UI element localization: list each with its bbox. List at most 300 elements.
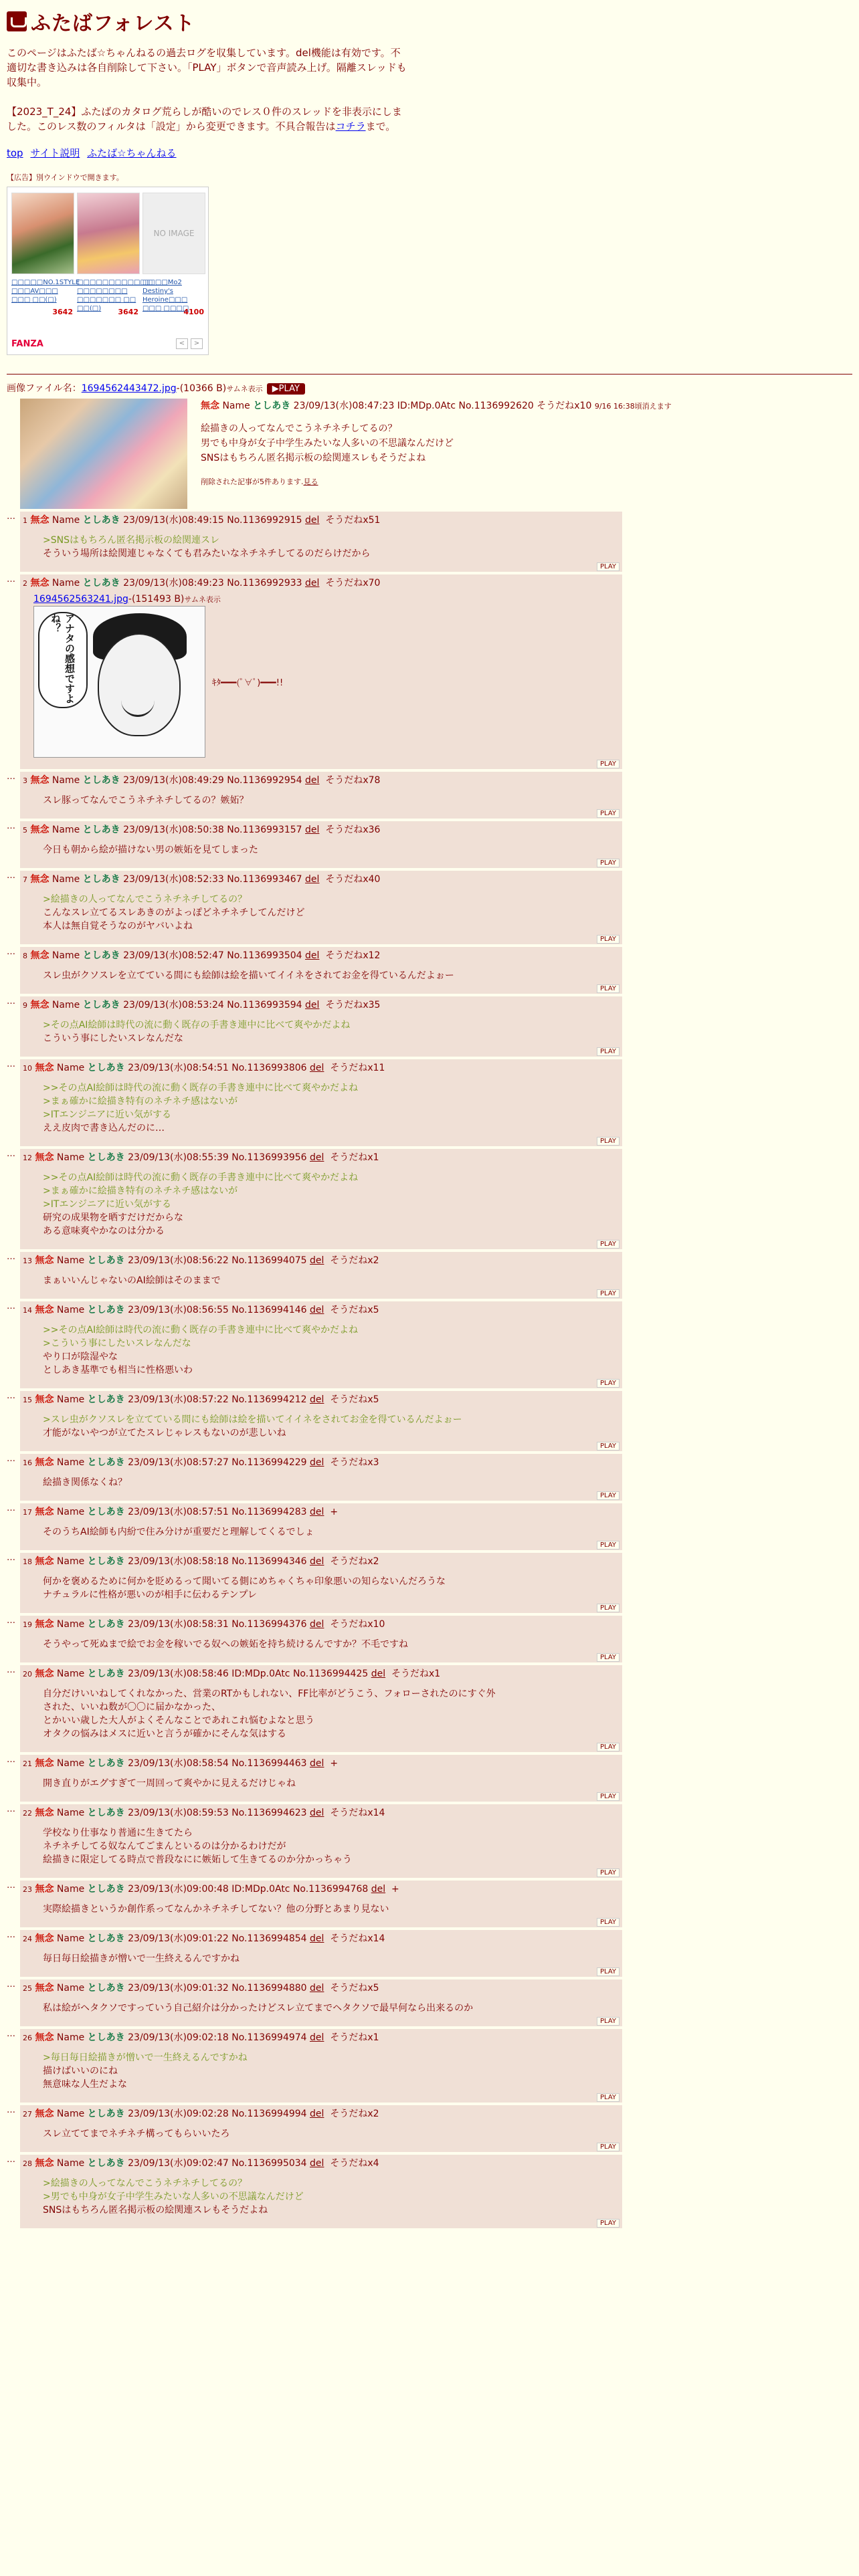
reply-indent: …	[7, 1454, 15, 1464]
reply-row	[7, 1616, 852, 1662]
reply-header	[23, 1457, 619, 1469]
reply-date: 23/09/13(水)08:57:22 No.1136994212	[128, 1394, 307, 1405]
play-button[interactable]: PLAY	[597, 1653, 619, 1662]
del-link[interactable]: del	[310, 1758, 324, 1769]
ad-thumbnail[interactable]	[11, 193, 74, 274]
sodane-button[interactable]: そうだねx2	[330, 1556, 379, 1567]
reply-body	[43, 1413, 619, 1440]
del-link[interactable]: del	[305, 950, 320, 961]
sodane-button[interactable]: そうだねx10	[330, 1619, 385, 1630]
reply-subject: 無念	[35, 1063, 54, 1073]
sodane-button[interactable]: そうだねx1	[391, 1669, 441, 1679]
reply-line: としあき基準でも相当に性格悪いわ	[43, 1365, 193, 1376]
reply-play-row	[23, 2018, 619, 2025]
reply-play-row	[23, 1541, 619, 1549]
reply-body	[43, 1903, 619, 1916]
reply-post	[20, 1059, 622, 1146]
reply-row	[7, 1930, 852, 1977]
sodane-button[interactable]: そうだねx5	[330, 1394, 379, 1405]
reply-header	[23, 2108, 619, 2121]
reply-line: 学校なり仕事なり普通に生きてたら	[43, 1828, 193, 1838]
reply-body	[43, 1081, 619, 1135]
reply-line: ネチネチしてる奴なんてごまんといるのは分かるわけだが	[43, 1841, 286, 1852]
reply-post	[20, 772, 622, 819]
reply-header	[23, 873, 619, 886]
quote-line: >>その点AI絵師は時代の流に動く既存の手書き連中に比べて爽やかだよね	[43, 1172, 359, 1183]
show-deleted-link[interactable]: 見る	[303, 477, 318, 486]
reply-line: スレ立ててまでネチネチ構ってもらいいたろ	[43, 2129, 230, 2139]
reply-name: としあき	[82, 578, 120, 588]
quote-line: >>その点AI絵師は時代の流に動く既存の手書き連中に比べて爽やかだよね	[43, 1083, 359, 1093]
del-link[interactable]: del	[310, 1507, 324, 1517]
sodane-button[interactable]: そうだねx4	[330, 2158, 379, 2169]
op-name-label: Name	[222, 401, 250, 411]
ad-item-name[interactable]: □□□□Mo2 Destiny's Heroine□□□ □□□ □□□□	[142, 279, 189, 312]
reply-number: 13	[23, 1257, 32, 1265]
del-link[interactable]: del	[310, 1152, 324, 1163]
play-button[interactable]: PLAY	[597, 1442, 619, 1451]
reply-body	[43, 1826, 619, 1866]
op-line: SNSはもちろん匿名掲示板の絵関連スレもそうだよね	[201, 453, 426, 463]
play-button[interactable]: PLAY	[597, 1289, 619, 1298]
reply-name-label: Name	[56, 1063, 85, 1073]
reply-post	[20, 574, 622, 769]
nav-links	[7, 146, 852, 160]
reply-body	[43, 2127, 619, 2141]
reply-header	[23, 514, 619, 527]
reply-line: 実際絵描きというか創作系ってなんかネチネチしてない？他の分野とあまり見ない	[43, 1904, 389, 1915]
del-link[interactable]: del	[305, 775, 320, 786]
reply-line: そうやって死ぬまで絵でお金を稼いでる奴への嫉妬を持ち続けるんですか？不毛ですね	[43, 1639, 408, 1650]
reply-indent: …	[7, 1616, 15, 1626]
reply-header	[23, 1757, 619, 1770]
reply-name: としあき	[82, 825, 120, 835]
reply-name-label: Name	[56, 1255, 85, 1266]
op-line: 男でも中身が女子中学生みたいな人多いの不思議なんだけど	[201, 438, 454, 449]
reply-line: された、いいね数が〇〇に届かなかった、	[43, 1702, 221, 1713]
reply-body	[43, 1575, 619, 1602]
reply-header	[23, 2157, 619, 2170]
reply-body	[43, 1952, 619, 1965]
reply-header	[23, 950, 619, 962]
play-button[interactable]: PLAY	[597, 2219, 619, 2228]
del-link[interactable]: del	[310, 2158, 324, 2169]
op-expire: 9/16 16:38頃消えます	[594, 402, 672, 411]
reply-row	[7, 996, 852, 1057]
ad-item[interactable]	[142, 193, 204, 316]
reply-header	[23, 2032, 619, 2044]
play-button[interactable]: PLAY	[597, 1967, 619, 1976]
ad-item-name[interactable]: □□□□□NO.1STYLE □□□AV□□□ □□□ □□(□)	[11, 279, 80, 304]
op-post	[7, 399, 852, 509]
report-link[interactable]: コチラ	[335, 120, 366, 132]
play-button[interactable]: PLAY	[597, 1541, 619, 1549]
reply-subject: 無念	[35, 1394, 54, 1405]
reply-date: 23/09/13(水)09:01:32 No.1136994880	[128, 1983, 307, 1994]
quote-line: >男でも中身が女子中学生みたいな人多いの不思議なんだけど	[43, 2191, 304, 2202]
del-link[interactable]: del	[310, 1808, 324, 1818]
reply-date: 23/09/13(水)08:50:38 No.1136993157	[123, 825, 302, 835]
ad-item-price: 4100	[183, 308, 204, 316]
reply-indent: …	[7, 2155, 15, 2165]
reply-play-row	[23, 1138, 619, 1145]
reply-row	[7, 1059, 852, 1146]
ad-thumbnail-placeholder[interactable]: NO IMAGE	[142, 193, 205, 274]
description-tail: まで。	[365, 120, 396, 132]
op-deleted-note: 削除された記事が5件あります.見る	[201, 477, 318, 486]
sodane-button[interactable]: そうだねx12	[325, 950, 381, 961]
reply-subject: 無念	[35, 1758, 54, 1769]
reply-name-label: Name	[52, 1000, 80, 1010]
reply-name-label: Name	[56, 2109, 85, 2119]
ad-brand-logo[interactable]: FANZA	[11, 339, 43, 349]
reply-play-row	[23, 1793, 619, 1800]
reply-body	[43, 534, 619, 560]
reply-number: 17	[23, 1508, 32, 1517]
ad-next-button[interactable]: >	[191, 338, 203, 349]
reply-date: 23/09/13(水)09:02:47 No.1136995034	[128, 2158, 307, 2169]
ad-item-price: 3642	[118, 308, 138, 316]
nav-top-link[interactable]: top	[7, 147, 23, 159]
reply-number: 24	[23, 1935, 32, 1943]
op-thumb-note: サムネ表示	[226, 385, 263, 393]
sodane-button[interactable]: +	[330, 1758, 339, 1769]
reply-body	[43, 1525, 619, 1539]
reply-line: 絵描きに限定してる時点で普段なにに嫉妬して生きてるのか分かっちゃう	[43, 1854, 352, 1865]
play-button[interactable]: PLAY	[597, 1047, 619, 1056]
reply-line: 今日も朝から絵が描けない男の嫉妬を見てしまった	[43, 845, 258, 855]
reply-post	[20, 947, 622, 994]
reply-name-label: Name	[56, 1619, 85, 1630]
del-link[interactable]: del	[305, 578, 320, 588]
del-link[interactable]: del	[310, 1556, 324, 1567]
reply-name-label: Name	[56, 1669, 85, 1679]
reply-body	[43, 843, 619, 857]
del-link[interactable]: del	[310, 1983, 324, 1994]
reply-indent: …	[7, 996, 15, 1006]
reply-subject: 無念	[35, 2032, 54, 2043]
del-link[interactable]: del	[305, 874, 320, 885]
description-para-1: このページはふたば☆ちゃんねるの過去ログを収集しています。del機能は有効です。不適切な書き込みは各自削除して下さい。「PLAY」ボタンで音声読み上げ。隔離スレッドも収集中。	[7, 47, 407, 88]
reply-line: 自分だけいいねしてくれなかった、営業のRTかもしれない、FF比率がどうこう、フォローされたのにすぐ外	[43, 1689, 496, 1699]
sodane-button[interactable]: そうだねx2	[330, 2109, 379, 2119]
del-link[interactable]: del	[310, 2109, 324, 2119]
reply-row	[7, 1881, 852, 1927]
reply-thumb-note: サムネ表示	[184, 595, 221, 604]
sodane-button[interactable]: そうだねx51	[325, 515, 381, 526]
reply-name-label: Name	[56, 1983, 85, 1994]
sodane-button[interactable]: そうだねx40	[325, 874, 381, 885]
reply-indent: …	[7, 1391, 15, 1401]
reply-number: 15	[23, 1396, 32, 1404]
reply-name: としあき	[87, 1884, 125, 1895]
reply-row	[7, 1553, 852, 1613]
reply-indent: …	[7, 2105, 15, 2115]
reply-play-row	[23, 936, 619, 943]
play-button[interactable]: PLAY	[597, 2017, 619, 2026]
quote-line: >まぁ確かに絵描き特有のネチネチ感はないが	[43, 1096, 238, 1107]
ad-prev-button[interactable]: <	[176, 338, 188, 349]
reply-subject: 無念	[35, 1152, 54, 1163]
play-button[interactable]: PLAY	[597, 935, 619, 944]
reply-number: 3	[23, 776, 27, 785]
reply-name: としあき	[87, 2109, 125, 2119]
reply-row	[7, 1665, 852, 1752]
reply-line: そういう場所は絵関連じゃなくても君みたいなネチネチしてるのだらけだから	[43, 548, 371, 559]
reply-date: 23/09/13(水)09:02:28 No.1136994994	[128, 2109, 307, 2119]
reply-indent: …	[7, 1804, 15, 1814]
reply-post	[20, 1454, 622, 1501]
play-button[interactable]: PLAY	[597, 1491, 619, 1500]
ad-item[interactable]	[11, 193, 80, 316]
reply-post	[20, 2029, 622, 2103]
reply-number: 19	[23, 1620, 32, 1629]
reply-name-label: Name	[56, 1507, 85, 1517]
op-subject: 無念	[201, 401, 219, 411]
reply-indent: …	[7, 1252, 15, 1262]
quote-line: >こういう事にしたいスレなんだな	[43, 1338, 191, 1349]
del-link[interactable]: del	[305, 825, 320, 835]
play-button[interactable]: PLAY	[597, 809, 619, 818]
del-link[interactable]: del	[310, 1305, 324, 1315]
reply-body	[43, 2051, 619, 2091]
reply-header	[23, 1506, 619, 1519]
reply-header	[23, 1668, 619, 1681]
del-link[interactable]: del	[371, 1669, 386, 1679]
play-button[interactable]: PLAY	[597, 1604, 619, 1612]
reply-play-row	[23, 563, 619, 570]
reply-row	[7, 1149, 852, 1249]
reply-play-row	[23, 1241, 619, 1248]
reply-post	[20, 1391, 622, 1451]
reply-indent: …	[7, 1930, 15, 1940]
reply-indent: …	[7, 1059, 15, 1069]
reply-body	[43, 1274, 619, 1287]
reply-body	[43, 2002, 619, 2015]
reply-header	[23, 1152, 619, 1164]
reply-name-label: Name	[56, 1758, 85, 1769]
del-link[interactable]: del	[310, 1933, 324, 1944]
reply-play-row	[23, 1743, 619, 1751]
reply-name: としあき	[82, 874, 120, 885]
play-button[interactable]: PLAY	[597, 1379, 619, 1388]
reply-number: 16	[23, 1459, 32, 1467]
sodane-button[interactable]: そうだねx14	[330, 1933, 385, 1944]
reply-body	[43, 794, 619, 807]
reply-subject: 無念	[30, 515, 50, 526]
reply-number: 7	[23, 875, 27, 884]
play-button[interactable]: PLAY	[597, 1868, 619, 1877]
reply-name-label: Name	[52, 515, 80, 526]
sodane-button[interactable]: そうだねx36	[325, 825, 381, 835]
reply-number: 18	[23, 1558, 32, 1566]
op-sodane[interactable]: そうだねx10	[537, 401, 592, 411]
sodane-button[interactable]: そうだねx70	[325, 578, 381, 588]
del-link[interactable]: del	[371, 1884, 386, 1895]
reply-date: 23/09/13(水)09:01:22 No.1136994854	[128, 1933, 307, 1944]
reply-name: としあき	[87, 1457, 125, 1468]
reply-subject: 無念	[35, 1983, 54, 1994]
reply-body	[43, 1777, 619, 1790]
reply-row	[7, 821, 852, 868]
reply-name: としあき	[87, 1255, 125, 1266]
reply-post	[20, 821, 622, 868]
reply-date: 23/09/13(水)08:56:55 No.1136994146	[128, 1305, 307, 1315]
sodane-button[interactable]: そうだねx1	[330, 2032, 379, 2043]
del-link[interactable]: del	[310, 1394, 324, 1405]
reply-post	[20, 1881, 622, 1927]
reply-body	[43, 2177, 619, 2217]
sodane-button[interactable]: そうだねx5	[330, 1983, 379, 1994]
reply-number: 1	[23, 516, 27, 525]
reply-subject: 無念	[30, 825, 50, 835]
manga-face	[98, 633, 181, 736]
reply-date: 23/09/13(水)08:59:53 No.1136994623	[128, 1808, 307, 1818]
op-play-button[interactable]: ▶PLAY	[267, 383, 305, 395]
reply-indent: …	[7, 871, 15, 881]
reply-indent: …	[7, 574, 15, 584]
reply-number: 8	[23, 952, 27, 960]
sodane-button[interactable]: +	[330, 1507, 339, 1517]
reply-name-label: Name	[52, 775, 80, 786]
reply-indent: …	[7, 947, 15, 957]
op-text	[201, 421, 672, 465]
reply-name-label: Name	[52, 874, 80, 885]
play-button[interactable]: PLAY	[597, 1240, 619, 1249]
reply-date: 23/09/13(水)08:57:27 No.1136994229	[128, 1457, 307, 1468]
reply-name-label: Name	[52, 950, 80, 961]
op-file-info: -(10366 B)	[176, 383, 227, 394]
reply-date: 23/09/13(水)09:02:18 No.1136994974	[128, 2032, 307, 2043]
ad-banner[interactable]	[7, 187, 209, 355]
description-para-2	[7, 104, 408, 134]
reply-subject: 無念	[35, 2109, 54, 2119]
reply-text: ｷﾀ━━━(ﾟ∀ﾟ)━━━!!	[212, 678, 284, 688]
quote-line: >毎日毎日絵描きが憎いで一生終えるんですかね	[43, 2052, 248, 2063]
reply-line: スレ虫がクソスレを立てている間にも絵師は絵を描いてイイネをされてお金を得ているんだよぉー	[43, 970, 454, 981]
play-button[interactable]: PLAY	[597, 1792, 619, 1801]
sodane-button[interactable]: そうだねx5	[330, 1305, 379, 1315]
nav-futaba-link[interactable]: ふたば☆ちゃんねる	[87, 147, 177, 159]
reply-line: 本人は無自覚そうなのがヤバいよね	[43, 921, 193, 932]
reply-name-label: Name	[56, 1933, 85, 1944]
del-link[interactable]: del	[310, 2032, 324, 2043]
reply-name: としあき	[87, 1556, 125, 1567]
sodane-button[interactable]: そうだねx1	[330, 1152, 379, 1163]
ad-thumbnail[interactable]	[77, 193, 140, 274]
play-button[interactable]: PLAY	[597, 760, 619, 768]
sodane-button[interactable]: +	[391, 1884, 399, 1895]
reply-date: 23/09/13(水)08:55:39 No.1136993956	[128, 1152, 307, 1163]
ad-item-name[interactable]: □□□□□□□□□□□□ □□□□□□□□ □□□□□□□ □□ □□(□)	[77, 279, 153, 312]
reply-body	[43, 1638, 619, 1651]
play-button[interactable]: PLAY	[597, 1137, 619, 1146]
reply-line: SNSはもちろん匿名掲示板の絵関連スレもそうだよね	[43, 2205, 268, 2216]
play-button[interactable]: PLAY	[597, 984, 619, 993]
reply-line: とかいい歳した大人がよくそんなことであれこれ悩むよなと思う	[43, 1715, 314, 1726]
del-link[interactable]: del	[310, 1063, 324, 1073]
reply-line: スレ豚ってなんでこうネチネチしてるの？嫉妬？	[43, 795, 249, 806]
del-link[interactable]: del	[310, 1619, 324, 1630]
sodane-button[interactable]: そうだねx3	[330, 1457, 379, 1468]
reply-date: 23/09/13(水)08:58:54 No.1136994463	[128, 1758, 307, 1769]
sodane-button[interactable]: そうだねx2	[330, 1255, 379, 1266]
reply-number: 22	[23, 1809, 32, 1818]
reply-line: ある意味爽やかなのは分かる	[43, 1226, 165, 1237]
reply-date: 23/09/13(水)08:52:47 No.1136993504	[123, 950, 302, 961]
reply-line: 何かを褒めるために何かを貶めるって聞いてる側にめちゃくちゃ印象悪いの知らないんだろうな	[43, 1576, 446, 1587]
reply-indent: …	[7, 1755, 15, 1765]
reply-line: やり口が陰湿やな	[43, 1352, 118, 1362]
reply-row	[7, 1979, 852, 2026]
play-button[interactable]: PLAY	[597, 1918, 619, 1927]
sodane-button[interactable]: そうだねx11	[330, 1063, 385, 1073]
sodane-button[interactable]: そうだねx14	[330, 1808, 385, 1818]
reply-indent: …	[7, 772, 15, 782]
reply-indent: …	[7, 821, 15, 831]
reply-post	[20, 1930, 622, 1977]
reply-name: としあき	[87, 1758, 125, 1769]
ad-item[interactable]	[77, 193, 153, 316]
op-file-link[interactable]: 1694562443472.jpg	[81, 383, 177, 394]
del-link[interactable]: del	[310, 1255, 324, 1266]
del-link[interactable]: del	[305, 1000, 320, 1010]
del-link[interactable]: del	[305, 515, 320, 526]
reply-date: 23/09/13(水)08:54:51 No.1136993806	[128, 1063, 307, 1073]
reply-number: 27	[23, 2110, 32, 2119]
site-logo-icon	[7, 11, 27, 31]
reply-body	[43, 1476, 619, 1489]
op-file-label: 画像ファイル名：	[7, 383, 82, 394]
play-button[interactable]: PLAY	[597, 562, 619, 571]
reply-number: 14	[23, 1306, 32, 1315]
reply-date: 23/09/13(水)08:49:23 No.1136992933	[123, 578, 302, 588]
site-title: ふたばフォレスト	[31, 12, 195, 35]
reply-body	[43, 1323, 619, 1377]
reply-body	[43, 1018, 619, 1045]
sodane-button[interactable]: そうだねx78	[325, 775, 381, 786]
play-button[interactable]: PLAY	[597, 1743, 619, 1751]
del-link[interactable]: del	[310, 1457, 324, 1468]
sodane-button[interactable]: そうだねx35	[325, 1000, 381, 1010]
reply-file-link[interactable]: 1694562563241.jpg	[33, 594, 128, 605]
reply-line: 毎日毎日絵描きが憎いで一生終えるんですかね	[43, 1953, 240, 1964]
reply-post	[20, 2105, 622, 2152]
reply-image[interactable]	[33, 606, 205, 758]
reply-play-row	[23, 2094, 619, 2101]
reply-name: としあき	[87, 2158, 125, 2169]
reply-indent: …	[7, 1503, 15, 1513]
reply-name-label: Name	[52, 825, 80, 835]
reply-post	[20, 1553, 622, 1613]
op-thumbnail[interactable]	[20, 399, 187, 509]
reply-line: 描けばいいのにね	[43, 2066, 118, 2076]
play-button[interactable]: PLAY	[597, 2143, 619, 2151]
reply-name: としあき	[87, 1063, 125, 1073]
reply-header	[23, 1062, 619, 1075]
reply-name-label: Name	[56, 1556, 85, 1567]
nav-about-link[interactable]: サイト説明	[30, 147, 80, 159]
play-button[interactable]: PLAY	[597, 859, 619, 867]
play-button[interactable]: PLAY	[597, 2093, 619, 2102]
reply-line: 私は絵がヘタクソですっていう自己紹介は分かったけどスレ立てまでヘタクソで最早何なら出来るのか	[43, 2003, 474, 2014]
op-file-line	[7, 381, 852, 395]
reply-subject: 無念	[35, 2158, 54, 2169]
reply-header	[23, 577, 619, 590]
reply-name: としあき	[82, 775, 120, 786]
reply-post	[20, 996, 622, 1057]
reply-line: オタクの悩みはメスに近いと言うが確かにそんな気はする	[43, 1729, 286, 1739]
